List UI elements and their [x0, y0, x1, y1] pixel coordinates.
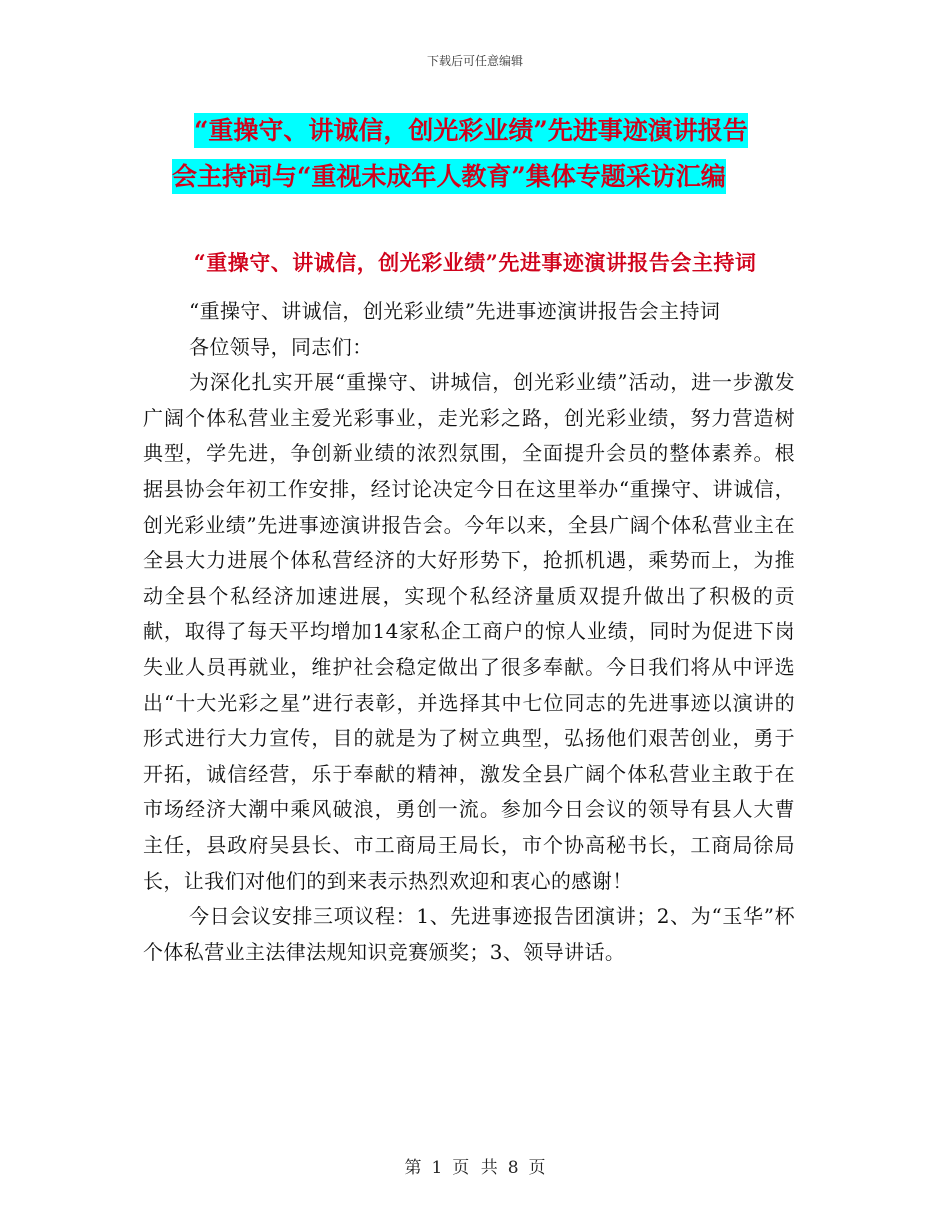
paragraph-salutation: 各位领导，同志们：: [189, 334, 373, 359]
paragraph-main: 为深化扎实开展“重操守、讲城信，创光彩业绩”活动，进一步激发广阔个体私营业主爱光彩事业，走光彩之路，创光彩业绩，努力营造树典型，学先进，争创新业绩的浓烈氛围，全面提升会员的整体素养。根据县协会年初工作安排，经讨论决定今日在这里举办“重操守、讲诚信，创光彩业绩”先进事迹演讲报告会。今年以来，全县广阔个体私营业主在全县大力进展个体私营经济的大好形势下，抢抓机遇，乘势而上，为推动全县个私经济加速进展，实现个私经济量质双提升做出了积极的贡献，取得了每天平均增加14家私企工商户的惊人业绩，同时为促进下岗失业人员再就业，维护社会稳定做出了很多奉献。今日我们将从中评选出“十大光彩之星”进行表彰，并选择其中七位同志的先进事迹以演讲的形式进行大力宣传，目的就是为了树立典型，弘扬他们艰苦创业，勇于开拓，诚信经营，乐于奉献的精神，激发全县广阔个体私营业主敢于在市场经济大潮中乘风破浪，勇创一流。参加今日会议的领导有县人大曹主任，县政府吴县长、市工商局王局长，市个协高秘书长，工商局徐局长，让我们对他们的到来表示热烈欢迎和衷心的感谢！: [143, 370, 795, 893]
paragraph-agenda: 今日会议安排三项议程：1、先进事迹报告团演讲；2、为“玉华”杯个体私营业主法律法规知识竞赛颁奖；3、领导讲话。: [143, 904, 795, 964]
page-footer: [0, 1153, 950, 1178]
header-note: 下载后可任意编辑: [426, 54, 523, 68]
footer-middle: 页 共: [452, 1158, 498, 1178]
paragraph-subtitle: “重操守、讲诚信，创光彩业绩”先进事迹演讲报告会主持词: [189, 299, 721, 323]
title-indent: [172, 129, 194, 139]
section-heading: “重操守、讲诚信，创光彩业绩”先进事迹演讲报告会主持词: [193, 250, 757, 275]
document-title: [172, 108, 812, 200]
footer-prefix: 第: [404, 1158, 422, 1178]
footer-total-pages: 8: [507, 1158, 519, 1178]
footer-suffix: 页: [528, 1158, 546, 1178]
footer-page-number: 1: [431, 1158, 443, 1178]
title-line-2: 会主持词与“重视未成年人教育”集体专题采访汇编: [172, 159, 726, 194]
body-text: [143, 294, 795, 970]
title-line-1: “重操守、讲诚信，创光彩业绩”先进事迹演讲报告: [194, 113, 748, 148]
